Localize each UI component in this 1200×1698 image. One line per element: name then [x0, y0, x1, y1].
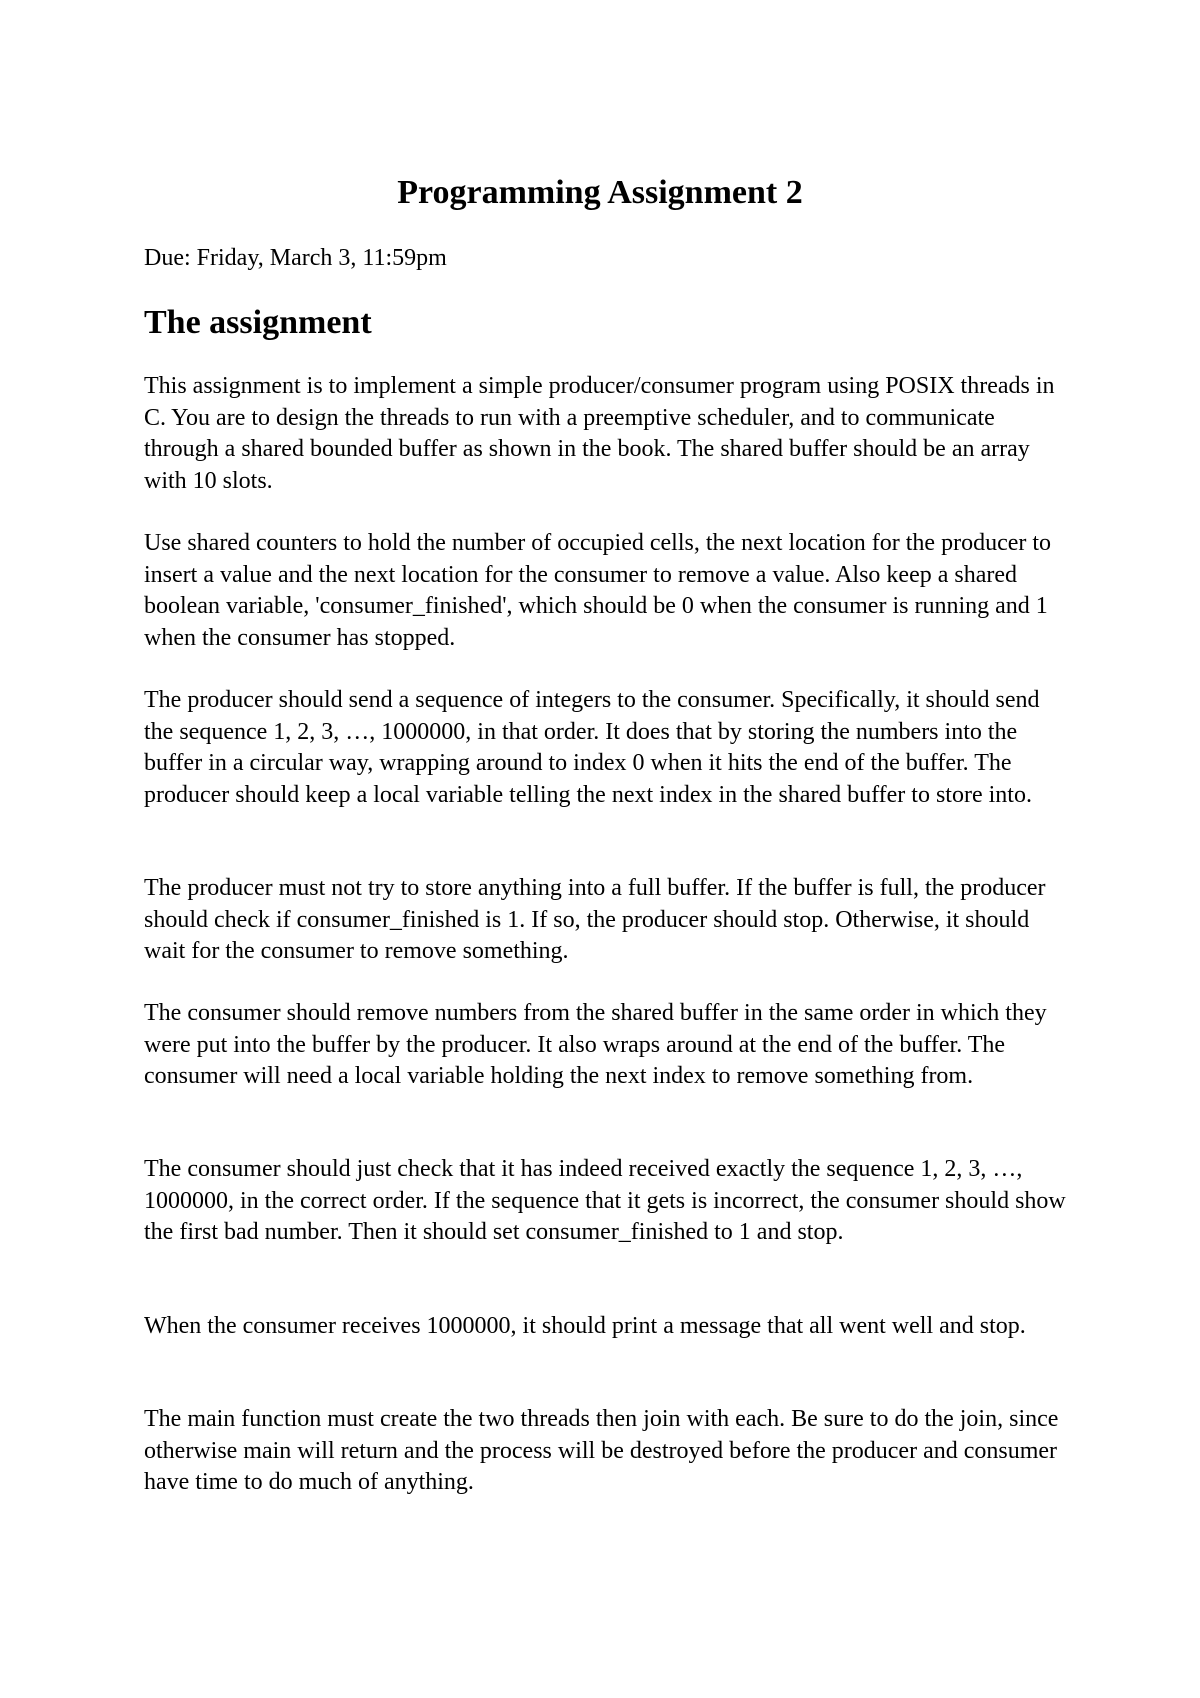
paragraph-main-function: The main function must create the two threads then join with each. Be sure to do the join, since otherwise main will return and the process will be destroyed before the producer and consumer have time to do much of anything. [144, 1406, 1059, 1495]
document-title: Programming Assignment 2 [397, 174, 803, 211]
paragraph-consumer-remove: The consumer should remove numbers from the shared buffer in the same order in which they were put into the buffer by the producer. It also wraps around at the end of the buffer. The consumer will need a local variable holding the next index to remove something from. [144, 1000, 1047, 1089]
paragraph-producer-full-buffer: The producer must not try to store anything into a full buffer. If the buffer is full, the producer should check if consumer_finished is 1. If so, the producer should stop. Otherwise, it should wait for the consumer to remove something. [144, 875, 1046, 964]
paragraph-shared-counters: Use shared counters to hold the number of occupied cells, the next location for the producer to insert a value and the next location for the consumer to remove a value. Also keep a shared boolean variable, 'consumer_finished', which should be 0 when the consumer is running and 1 when the consumer has stopped. [144, 530, 1052, 651]
paragraph-intro: This assignment is to implement a simple producer/consumer program using POSIX threads in C. You are to design the threads to run with a preemptive scheduler, and to communicate through a shared bounded buffer as shown in the book. The shared buffer should be an array with 10 slots. [144, 373, 1055, 494]
section-heading: The assignment [144, 304, 372, 341]
due-date: Due: Friday, March 3, 11:59pm [144, 245, 447, 271]
paragraph-consumer-done: When the consumer receives 1000000, it should print a message that all went well and stop. [144, 1313, 1026, 1339]
paragraph-producer-sequence: The producer should send a sequence of integers to the consumer. Specifically, it should send the sequence 1, 2, 3, …, 1000000, in that order. It does that by storing the numbers into the buffer in a circular way, wrapping around to index 0 when it hits the end of the buffer. The producer should keep a local variable telling the next index in the shared buffer to store into. [144, 687, 1040, 808]
paragraph-consumer-check: The consumer should just check that it has indeed received exactly the sequence 1, 2, 3, …, 1000000, in the correct order. If the sequence that it gets is incorrect, the consumer should show the first bad number. Then it should set consumer_finished to 1 and stop. [144, 1156, 1066, 1245]
